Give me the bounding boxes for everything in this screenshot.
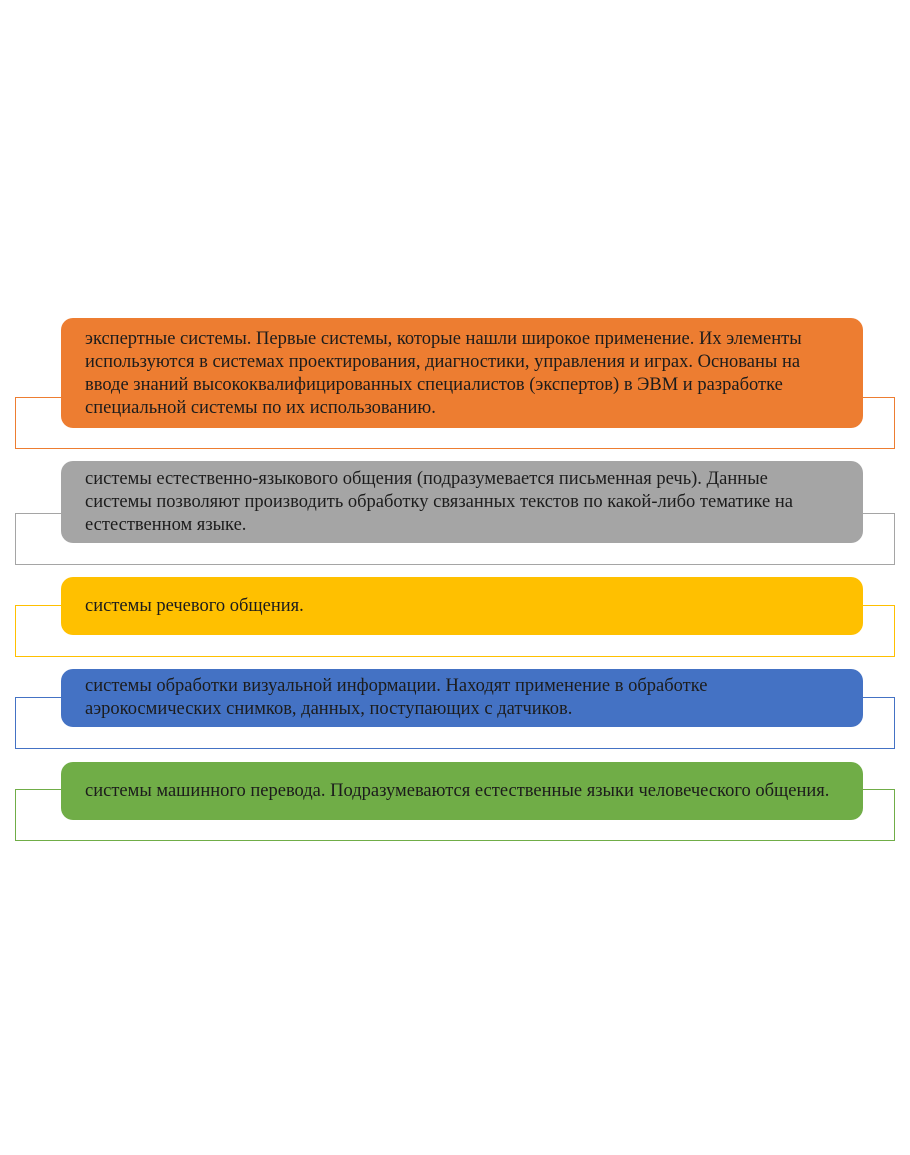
item-text: экспертные системы. Первые системы, которые нашли широкое применение. Их элементы используются в системах проектирования, диагностики, управления и играх. Основаны на вводе знаний высококвалифицированных специалистов (экспертов) в ЭВМ и разработке специальной системы по их использованию. — [85, 329, 802, 418]
item-box — [61, 577, 863, 635]
item-box — [61, 318, 863, 428]
item-box — [61, 669, 863, 727]
item-text: системы естественно-языкового общения (подразумевается письменная речь). Данные системы позволяют производить обработку связанных текстов по какой-либо тематике на естественном языке. — [85, 468, 793, 535]
item-box — [61, 461, 863, 543]
item-text: системы машинного перевода. Подразумеваются естественные языки человеческого общения. — [85, 780, 830, 801]
item-text: системы речевого общения. — [85, 595, 304, 616]
item-text: системы обработки визуальной информации. Находят применение в обработке аэрокосмических снимков, данных, поступающих с датчиков. — [85, 676, 708, 719]
item-box — [61, 762, 863, 820]
